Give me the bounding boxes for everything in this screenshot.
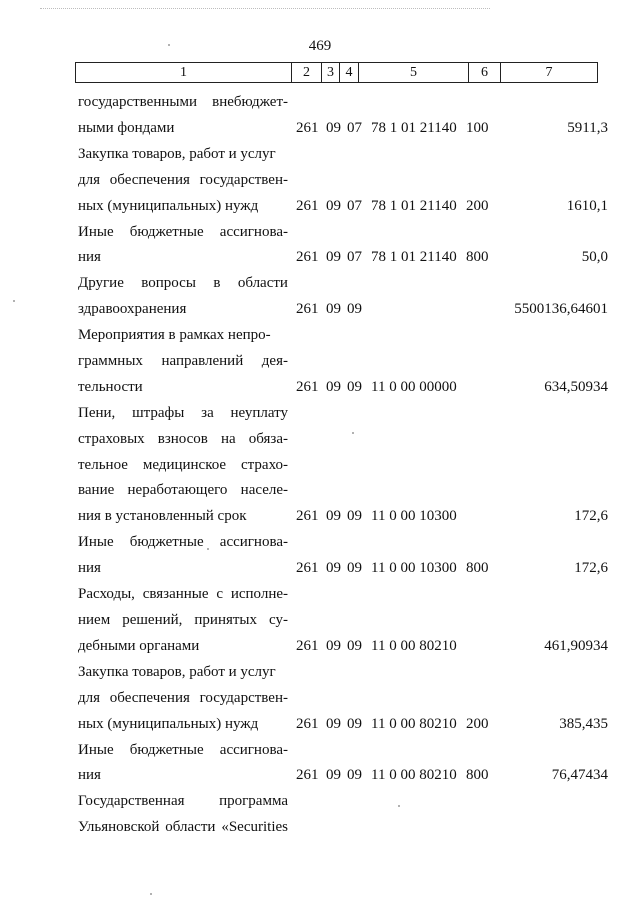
row-name-line	[78, 638, 288, 655]
cell-pr: 09	[347, 715, 362, 732]
cell-pr: 09	[347, 508, 362, 525]
cell-rz: 09	[326, 119, 341, 136]
cell-sum: 634,50934	[544, 378, 608, 395]
row-name-word: области	[237, 275, 288, 292]
row-name-line	[78, 172, 288, 189]
row-name-word: бюджетные	[129, 223, 204, 240]
row-name-line	[78, 534, 288, 551]
cell-rz: 09	[326, 767, 341, 784]
row-name-line	[78, 405, 288, 422]
row-name-word: Мероприятия в рамках непро-	[78, 327, 271, 344]
scan-speck	[168, 44, 170, 46]
cell-vr: 800	[466, 767, 489, 784]
row-name-word: с	[216, 586, 224, 603]
cell-sum: 172,6	[574, 508, 608, 525]
row-name-word: связанные	[142, 586, 209, 603]
cell-ved: 261	[296, 301, 319, 318]
cell-sum: 50,0	[581, 249, 608, 266]
row-name-word: на	[220, 430, 236, 447]
row-name-word: за	[201, 404, 214, 421]
table-row	[0, 793, 640, 845]
cell-vr: 800	[466, 560, 489, 577]
row-name-word: Закупка товаров, работ и услуг	[78, 145, 276, 162]
row-name-line	[78, 664, 288, 681]
cell-ved: 261	[296, 119, 319, 136]
cell-pr: 09	[347, 767, 362, 784]
cell-rz: 09	[326, 249, 341, 266]
row-name-line	[78, 379, 288, 396]
row-name-line	[78, 767, 288, 784]
table-row	[0, 146, 640, 224]
cell-sum: 5500136,64601	[514, 301, 608, 318]
row-name-word: государствен-	[199, 171, 288, 188]
row-name-word: для	[78, 171, 101, 188]
table-row	[0, 586, 640, 664]
cell-vr: 100	[466, 119, 489, 136]
cell-csr: 78 1 01 21140	[371, 119, 457, 136]
scan-speck	[352, 432, 354, 434]
page-number: 469	[308, 38, 332, 54]
table-row	[0, 94, 640, 146]
cell-csr: 78 1 01 21140	[371, 249, 457, 266]
row-name-word: бюджетные	[129, 741, 204, 758]
cell-pr: 09	[347, 637, 362, 654]
cell-rz: 09	[326, 301, 341, 318]
row-name-word: Расходы,	[78, 586, 135, 603]
row-name-word: ных (муниципальных) нужд	[78, 197, 259, 214]
row-name-line	[78, 275, 288, 292]
row-name-word: в	[213, 275, 221, 292]
row-name-line	[78, 249, 288, 266]
cell-ved: 261	[296, 767, 319, 784]
row-name-word: принятых	[194, 611, 258, 628]
cell-ved: 261	[296, 197, 319, 214]
cell-rz: 09	[326, 560, 341, 577]
row-name-line	[78, 224, 288, 241]
row-name-word: Иные	[78, 741, 114, 758]
row-name-line	[78, 457, 288, 474]
cell-rz: 09	[326, 508, 341, 525]
cell-ved: 261	[296, 715, 319, 732]
row-name-word: обеспечения	[109, 171, 190, 188]
row-name-line	[78, 120, 288, 137]
scan-speck	[398, 805, 400, 807]
row-name-line	[78, 146, 288, 163]
header-col-4: 4	[340, 63, 359, 83]
row-name-word: Иные	[78, 223, 114, 240]
table-row	[0, 664, 640, 742]
header-col-6: 6	[469, 63, 501, 83]
row-name-word: страхо-	[241, 456, 288, 473]
cell-csr: 11 0 00 00000	[371, 378, 457, 395]
row-name-word: дея-	[261, 352, 288, 369]
row-name-line	[78, 560, 288, 577]
row-name-word: государствен-	[199, 689, 288, 706]
row-name-word: исполне-	[230, 586, 288, 603]
cell-csr: 78 1 01 21140	[371, 197, 457, 214]
cell-sum: 5911,3	[567, 119, 608, 136]
row-name-word: Закупка товаров, работ и услуг	[78, 663, 276, 680]
table-row	[0, 275, 640, 327]
cell-csr: 11 0 00 10300	[371, 560, 457, 577]
row-name-word: области	[165, 819, 216, 836]
row-name-word: бюджетные	[129, 534, 204, 551]
row-name-word: направлений	[161, 352, 244, 369]
row-name-word: ных (муниципальных) нужд	[78, 715, 259, 732]
row-name-word: ассигнова-	[219, 741, 288, 758]
cell-ved: 261	[296, 508, 319, 525]
row-name-line	[78, 327, 288, 344]
row-name-line	[78, 716, 288, 733]
cell-csr: 11 0 00 80210	[371, 715, 457, 732]
header-col-1: 1	[76, 63, 292, 83]
scan-speck	[150, 893, 152, 895]
row-name-word: нием	[78, 611, 111, 628]
row-name-word: ными фондами	[78, 119, 175, 136]
cell-ved: 261	[296, 560, 319, 577]
table-header	[75, 62, 598, 83]
cell-pr: 07	[347, 119, 362, 136]
table-row	[0, 327, 640, 405]
cell-rz: 09	[326, 637, 341, 654]
row-name-word: дебными органами	[78, 637, 200, 654]
row-name-word: страховых	[78, 430, 145, 447]
row-name-word: обяза-	[248, 430, 288, 447]
row-name-word: взносов	[157, 430, 208, 447]
row-name-word: тельности	[78, 378, 143, 395]
table-row	[0, 224, 640, 276]
row-name-line	[78, 742, 288, 759]
cell-rz: 09	[326, 197, 341, 214]
row-name-word: вание	[78, 482, 115, 499]
header-col-2: 2	[292, 63, 322, 83]
scan-artifact-line	[40, 8, 490, 10]
row-name-word: тельное	[78, 456, 128, 473]
row-name-line	[78, 793, 288, 810]
cell-sum: 1610,1	[566, 197, 608, 214]
row-name-line	[78, 586, 288, 603]
cell-sum: 76,47434	[551, 767, 608, 784]
row-name-word: ассигнова-	[219, 223, 288, 240]
row-name-word: внебюджет-	[212, 94, 288, 110]
cell-sum: 172,6	[574, 560, 608, 577]
row-name-word: государственными	[78, 94, 197, 110]
cell-pr: 09	[347, 301, 362, 318]
cell-rz: 09	[326, 715, 341, 732]
row-name-word: су-	[269, 611, 288, 628]
cell-sum: 461,90934	[544, 637, 608, 654]
cell-pr: 09	[347, 378, 362, 395]
cell-csr: 11 0 00 80210	[371, 767, 457, 784]
row-name-line	[78, 482, 288, 499]
row-name-word: обеспечения	[109, 689, 190, 706]
table-row	[0, 742, 640, 794]
scan-speck	[207, 548, 209, 550]
row-name-line	[78, 690, 288, 707]
cell-vr: 800	[466, 249, 489, 266]
row-name-word: Другие	[78, 275, 124, 292]
row-name-word: Ульяновской	[78, 819, 160, 836]
cell-csr: 11 0 00 10300	[371, 508, 457, 525]
row-name-word: ния в установленный срок	[78, 508, 247, 525]
row-name-word: медицинское	[142, 456, 227, 473]
header-col-7: 7	[501, 63, 598, 83]
row-name-line	[78, 508, 288, 525]
row-name-word: Государственная	[78, 793, 185, 810]
cell-ved: 261	[296, 249, 319, 266]
cell-ved: 261	[296, 378, 319, 395]
row-name-word: Иные	[78, 534, 114, 551]
row-name-word: «Securities	[221, 819, 288, 836]
row-name-word: вопросы	[141, 275, 196, 292]
scan-speck	[13, 300, 15, 302]
row-name-line	[78, 612, 288, 629]
row-name-line	[78, 198, 288, 215]
row-name-word: населе-	[240, 482, 288, 499]
row-name-line	[78, 301, 288, 318]
row-name-word: Пени,	[78, 404, 116, 421]
row-name-line	[78, 431, 288, 448]
row-name-word: ния	[78, 767, 101, 784]
row-name-word: для	[78, 689, 101, 706]
row-name-word: неуплату	[230, 404, 288, 421]
cell-rz: 09	[326, 378, 341, 395]
table-row	[0, 405, 640, 535]
row-name-word: решений,	[122, 611, 183, 628]
cell-vr: 200	[466, 197, 489, 214]
row-name-word: неработающего	[127, 482, 228, 499]
row-name-line	[78, 353, 288, 370]
cell-pr: 07	[347, 249, 362, 266]
row-name-word: штрафы	[132, 404, 185, 421]
row-name-word: ния	[78, 249, 101, 266]
cell-pr: 07	[347, 197, 362, 214]
row-name-word: ассигнова-	[219, 534, 288, 551]
header-col-3: 3	[322, 63, 340, 83]
cell-sum: 385,435	[559, 715, 608, 732]
header-col-5: 5	[359, 63, 469, 83]
row-name-word: здравоохранения	[78, 301, 187, 318]
cell-vr: 200	[466, 715, 489, 732]
row-name-word: ния	[78, 560, 101, 577]
cell-ved: 261	[296, 637, 319, 654]
table-row	[0, 534, 640, 586]
row-name-word: граммных	[78, 352, 143, 369]
cell-csr: 11 0 00 80210	[371, 637, 457, 654]
cell-pr: 09	[347, 560, 362, 577]
row-name-word: программа	[219, 793, 288, 810]
row-name-line	[78, 819, 288, 836]
row-name-line	[78, 94, 288, 111]
